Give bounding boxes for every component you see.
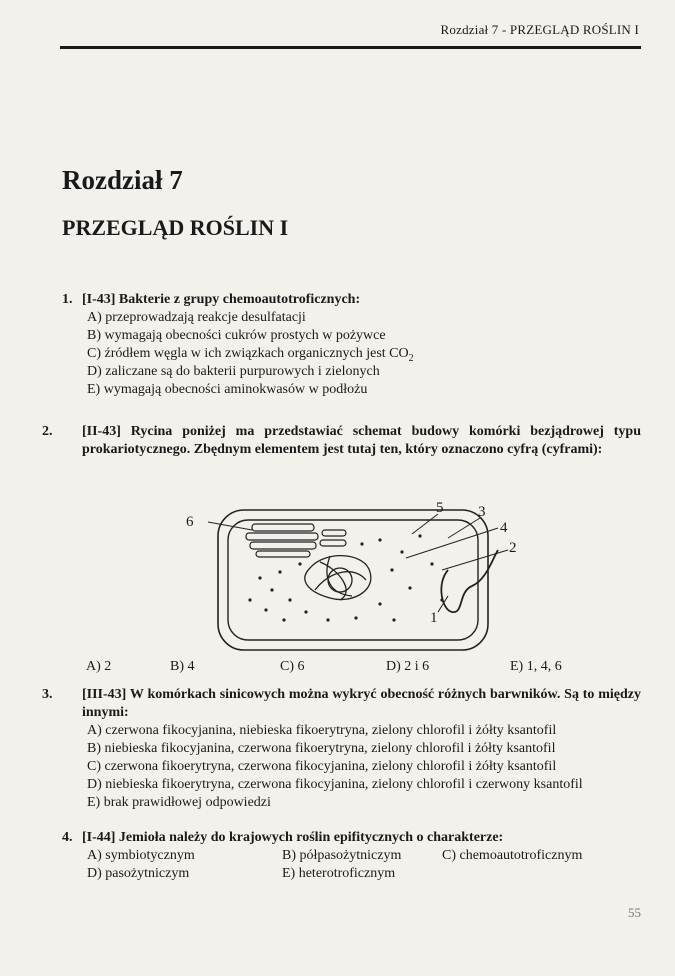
- question-stem: [62, 829, 641, 847]
- question-2: [42, 423, 641, 459]
- chapter-title: Rozdział 7: [62, 165, 183, 195]
- question-number: 3.: [42, 687, 53, 702]
- question-text: [I-44] Jemioła należy do krajowych roślin epifitycznych o charakterze:: [82, 830, 504, 845]
- cell-membrane: [228, 520, 478, 640]
- question-3: [42, 686, 641, 812]
- subscript: 2: [408, 352, 414, 364]
- page-number: 55: [628, 905, 641, 920]
- answer-option: B) niebieska fikocyjanina, czerwona fikoerytryna, zielony chlorofil i żółty ksantofil: [87, 741, 556, 756]
- question-1: [62, 291, 641, 399]
- answer-grid: [62, 847, 641, 883]
- diagram-label-4: 4: [500, 520, 508, 536]
- answer-option: D) zaliczane są do bakterii purpurowych i zielonych: [87, 364, 380, 379]
- ribosomes: [248, 534, 443, 621]
- answer-option: C) chemoautotroficznym: [442, 848, 583, 863]
- answer-option: C) czerwona fikoerytryna, czerwona fikocyjanina, zielony chlorofil i żółty ksantofil: [87, 759, 557, 774]
- header-rule: [60, 46, 641, 49]
- question-text: [I-43] Bakterie z grupy chemoautotroficznych:: [82, 292, 361, 307]
- question-number: 4.: [62, 830, 73, 845]
- answer-text: C) źródłem węgla w ich związkach organicznych jest CO: [87, 346, 409, 361]
- question-stem: [42, 686, 641, 722]
- answer-option: E) 1, 4, 6: [510, 659, 562, 674]
- diagram-label-3: 3: [478, 504, 486, 520]
- question-stem: [42, 423, 641, 459]
- question-stem: [62, 291, 641, 309]
- answer-option: A) 2: [86, 659, 112, 674]
- answer-option: E) brak prawidłowej odpowiedzi: [87, 795, 271, 810]
- answer-option: A) symbiotycznym: [87, 848, 195, 863]
- answer-option: B) półpasożytniczym: [282, 848, 402, 863]
- question-text: [III-43] W komórkach sinicowych można wykryć obecność różnych barwników. Są to między innymi:: [82, 687, 641, 720]
- answer-option: B) wymagają obecności cukrów prostych w pożywce: [87, 328, 386, 343]
- question-number: 1.: [62, 292, 73, 307]
- question-text: [II-43] Rycina poniżej ma przedstawiać schemat budowy komórki bezjądrowej typu prokariotycznego. Zbędnym elementem jest tutaj ten, który oznaczono cyfrą (cyframi):: [82, 424, 641, 457]
- nucleoid: [305, 556, 371, 600]
- answer-option: B) 4: [170, 659, 195, 674]
- answer-option: [62, 345, 641, 363]
- chapter-subtitle: PRZEGLĄD ROŚLIN I: [62, 215, 289, 240]
- flagellum: [441, 550, 498, 612]
- prokaryotic-cell-diagram: [180, 500, 520, 658]
- answer-option: D) niebieska fikoerytryna, czerwona fikocyjanina, zielony chlorofil i czerwony ksantofil: [87, 777, 583, 792]
- diagram-label-5: 5: [436, 500, 444, 516]
- answer-option: A) czerwona fikocyjanina, niebieska fikoerytryna, zielony chlorofil i żółty ksantofil: [87, 723, 557, 738]
- answer-option: E) heterotroficznym: [282, 866, 396, 881]
- running-header: Rozdział 7 - PRZEGLĄD ROŚLIN I: [440, 22, 639, 37]
- diagram-label-2: 2: [509, 540, 517, 556]
- membrane-stack: [246, 524, 346, 557]
- diagram-label-6: 6: [186, 514, 194, 530]
- diagram-label-1: 1: [430, 610, 438, 626]
- answer-option: D) 2 i 6: [386, 659, 430, 674]
- answer-option: C) 6: [280, 659, 305, 674]
- question-number: 2.: [42, 424, 53, 439]
- question-4: [62, 829, 641, 883]
- answer-option: A) przeprowadzają reakcje desulfatacji: [87, 310, 306, 325]
- answer-option: D) pasożytniczym: [87, 866, 190, 881]
- answer-option: E) wymagają obecności aminokwasów w podłożu: [87, 382, 368, 397]
